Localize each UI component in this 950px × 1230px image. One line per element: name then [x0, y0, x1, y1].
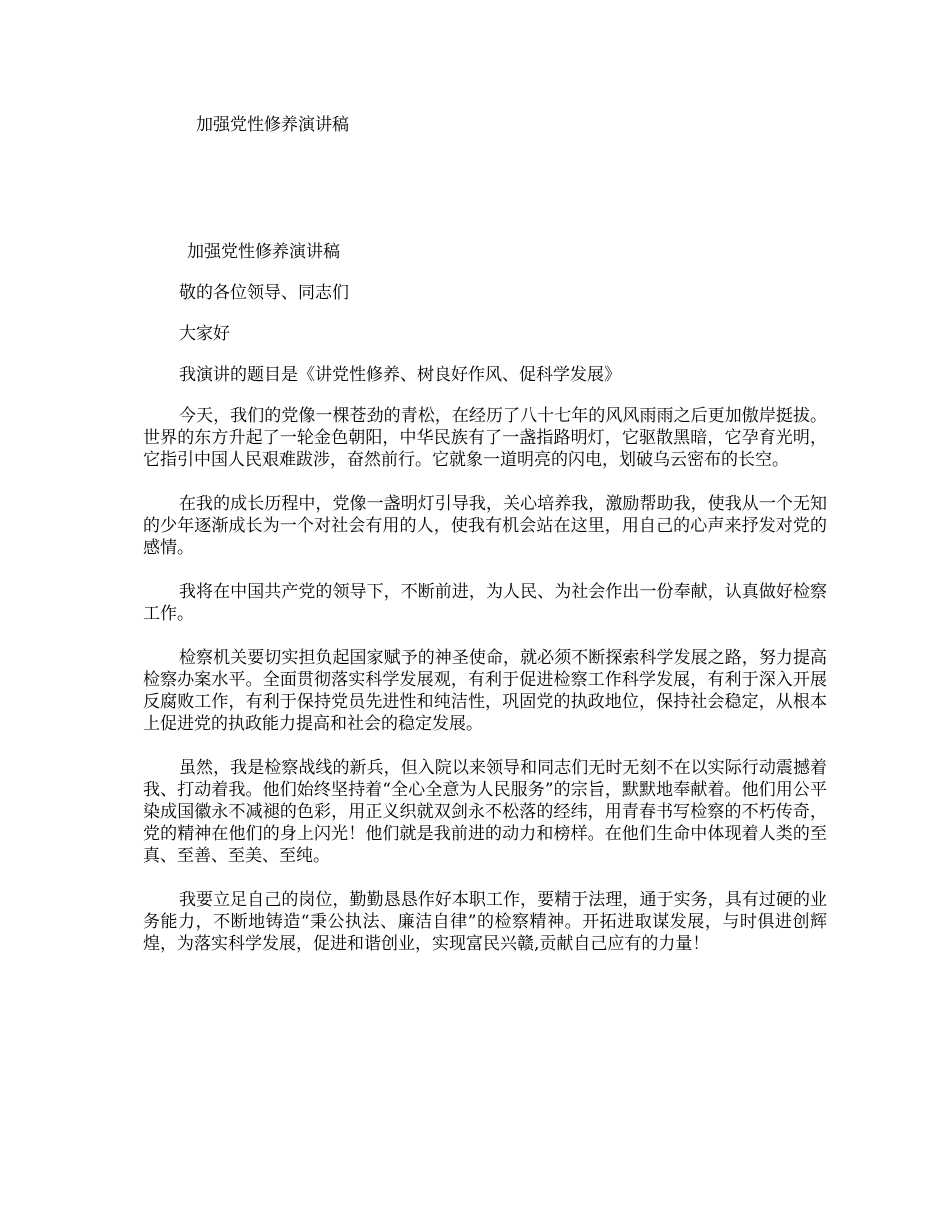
salutation: 敬的各位领导、同志们 [179, 283, 349, 303]
paragraph: 我要立足自己的岗位，勤勤恳恳作好本职工作，要精于法理，通于实务，具有过硬的业务能力，不断地铸造“秉公执法、廉洁自律”的检察精神。开拓进取谋发展，与时俱进创辉煌，为落实科学发展，促进和谐创业，实现富民兴赣,贡献自己应有的力量！ [143, 890, 827, 954]
document-heading: 加强党性修养演讲稿 [187, 242, 340, 262]
paragraph: 检察机关要切实担负起国家赋予的神圣使命，就必须不断探索科学发展之路，努力提高检察办案水平。全面贯彻落实科学发展观，有利于促进检察工作科学发展，有利于深入开展反腐败工作，有利于保持党员先进性和纯洁性，巩固党的执政地位，保持社会稳定，从根本上促进党的执政能力提高和社会的稳定发展。 [143, 648, 827, 734]
paragraph: 在我的成长历程中，党像一盏明灯引导我，关心培养我，激励帮助我，使我从一个无知的少年逐渐成长为一个对社会有用的人，使我有机会站在这里，用自己的心声来抒发对党的感情。 [143, 494, 827, 558]
speech-topic: 我演讲的题目是《讲党性修养、树良好作风、促科学发展》 [179, 365, 621, 385]
greeting: 大家好 [179, 324, 230, 344]
paragraph: 虽然，我是检察战线的新兵，但入院以来领导和同志们无时无刻不在以实际行动震撼着我、打动着我。他们始终坚持着“全心全意为人民服务”的宗旨，默默地奉献着。他们用公平染成国徽永不减褪的色彩，用正义织就双剑永不松落的经纬，用青春书写检察的不朽传奇，党的精神在他们的身上闪光！他们就是我前进的动力和榜样。在他们生命中体现着人类的至真、至善、至美、至纯。 [143, 758, 827, 866]
paragraph: 我将在中国共产党的领导下，不断前进，为人民、为社会作出一份奉献，认真做好检察工作。 [143, 582, 827, 624]
page-title: 加强党性修养演讲稿 [196, 115, 349, 135]
document-body [143, 241, 827, 977]
paragraph: 今天，我们的党像一棵苍劲的青松，在经历了八十七年的风风雨雨之后更加傲岸挺拔。世界的东方升起了一轮金色朝阳，中华民族有了一盏指路明灯，它驱散黑暗，它孕育光明，它指引中国人民艰难跋涉，奋然前行。它就象一道明亮的闪电，划破乌云密布的长空。 [143, 406, 827, 470]
